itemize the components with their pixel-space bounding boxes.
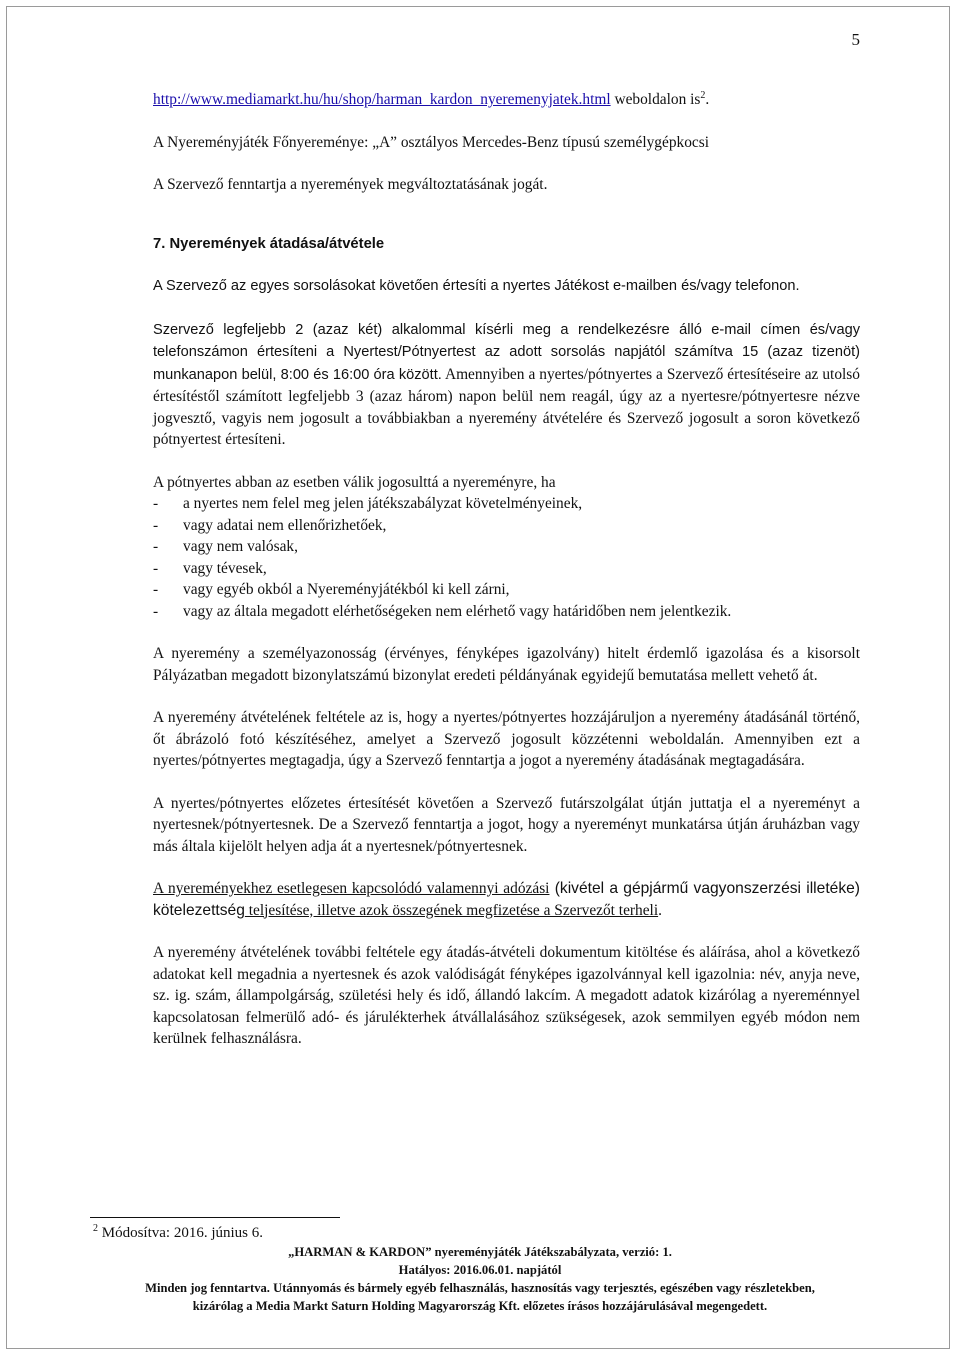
document-body (153, 89, 860, 1050)
footnote: $^2$ Módosítva: 2016. június 6. (93, 1223, 264, 1241)
footer-rights: Minden jog fenntartva. Utánnyomás és bármely egyéb felhasználás, hasznosítás vagy terjesztés, egészében vagy részletekben, (145, 1281, 815, 1295)
footnote-divider (90, 1217, 340, 1218)
section-heading: 7. Nyeremények átadása/átvétele (153, 235, 385, 252)
intro-paragraph: http://www.mediamarkt.hu/hu/shop/harman_kardon_nyeremenyjatek.html weboldalon $is^2$. (153, 89, 710, 108)
footer-permission: kizárólag a Media Markt Saturn Holding Magyarország Kft. előzetes írásos hozzájárulásával megengedett. (192, 1299, 768, 1313)
paragraph-notification: A Szervező az egyes sorsolásokat követően értesíti a nyertes Játékost e-mailben és/vagy telefonon. (153, 278, 800, 294)
list-item: - vagy egyéb okból a Nyereményjátékból ki kell zárni, (153, 581, 510, 598)
list-item: - vagy az általa megadott elérhetőségeken nem elérhető vagy határidőben nem jelentkezik. (153, 602, 732, 620)
reserve-right: A Szervező fenntartja a nyeremények megváltoztatásának jogát. (153, 176, 548, 193)
paragraph-handover-document: A nyeremény átvételének további feltétele egy átadás-átvételi dokumentum kitöltése és aláírása, ahol a következő adatokat kell megadnia a nyertesnek és azok valódiságát fényképes igazolvánnyal kell igazolnia: név, anyja neve, sz. ig. szám, állampolgárság, születési hely és idő, állandó lakcím. A megadott adatok kizárólag a nyereménnyel kapcsolatosan felmerülő adó- és járulékterhek átvállalásához szükségesek, azok semmilyen egyéb módon nem kerülnek felhasználásra. (153, 944, 860, 1047)
reserve-winner-conditions (153, 493, 860, 622)
main-prize: A Nyereményjáték Főnyereménye: „A” osztályos Mercedes-Benz típusú személygépkocsi (153, 133, 710, 151)
paragraph-photo-consent: A nyeremény átvételének feltétele az is, hogy a nyertes/pótnyertes hozzájáruljon a nyeremény átadásánál történő, őt ábrázoló fotó készítéséhez, amelyet a Szervező jogosult közzétenni weboldalán. Amennyiben ezt a nyertes/pótnyertes megtagadja, úgy a Szervező fenntartja a jogot a nyeremény átadásának megtagadására. (153, 709, 860, 769)
paragraph-identity: A nyeremény a személyazonosság (érvényes, fényképes igazolvány) hitelt érdemlő igazolása és a kisorsolt Pályázatban megadott bizonylatszámú bizonylat eredeti példányának egyidejű bemutatása mellett vehető át. (153, 645, 860, 684)
paragraph-delivery: A nyertes/pótnyertes előzetes értesítését követően a Szervező futárszolgálat útján juttatja el a nyereményt a nyertesnek/pótnyertesnek. De a Szervező fenntartja a jogot, hogy a nyereményt munkatársa útján áruházban vagy más általa kijelölt helyen adja át a nyertesnek/pótnyertesnek. (153, 794, 860, 855)
footer-effective-date: Hatályos: 2016.06.01. napjától (398, 1263, 562, 1277)
list-item: - vagy nem valósak, (153, 538, 298, 555)
page-number: 5 (851, 30, 860, 49)
list-intro: A pótnyertes abban az esetben válik jogosulttá a nyereményre, ha (153, 473, 556, 491)
list-item: - vagy tévesek, (153, 559, 267, 577)
footer-title: „HARMAN & KARDON” nyereményjáték Játékszabályzata, verzió: 1. (288, 1245, 672, 1259)
list-item: - a nyertes nem felel meg jelen játékszabályzat követelményeinek, (153, 495, 583, 512)
mediamarkt-link[interactable]: http://www.mediamarkt.hu/hu/shop/harman_kardon_nyeremenyjatek.html (153, 91, 611, 108)
page-footer (60, 1243, 900, 1315)
list-item: - vagy adatai nem ellenőrizhetőek, (153, 516, 387, 534)
footnote-reference: 2 (700, 89, 706, 101)
paragraph-taxes: A nyereményekhez esetlegesen kapcsolódó valamennyi adózási (kivétel a gépjármű vagyonszerzési illetéke) kötelezettség teljesítése, illetve azok összegének megfizetése a Szervezőt terheli. (153, 880, 860, 919)
paragraph-contact-attempts: Szervező legfeljebb 2 (azaz két) alkalommal kísérli meg a rendelkezésre álló e-mail címen és/vagy telefonszámon értesíteni a Nyertest/Pótnyertest az adott sorsolás napjától számítva 15 (azaz tizenöt) munkanapon belül, 8:00 és 16:00 óra között. Amennyiben a nyertes/pótnyertes a Szervező értesítéseire az utolsó értesítéstől számított legfeljebb 3 (azaz három) napon belül nem reagál, úgy az a nyertesre/pótnyertesre nézve jogvesztő, vagyis nem jogosult a továbbiakban a nyeremény átvételére és Szervező jogosult a soron következő pótnyertest értesíteni. (153, 321, 860, 448)
